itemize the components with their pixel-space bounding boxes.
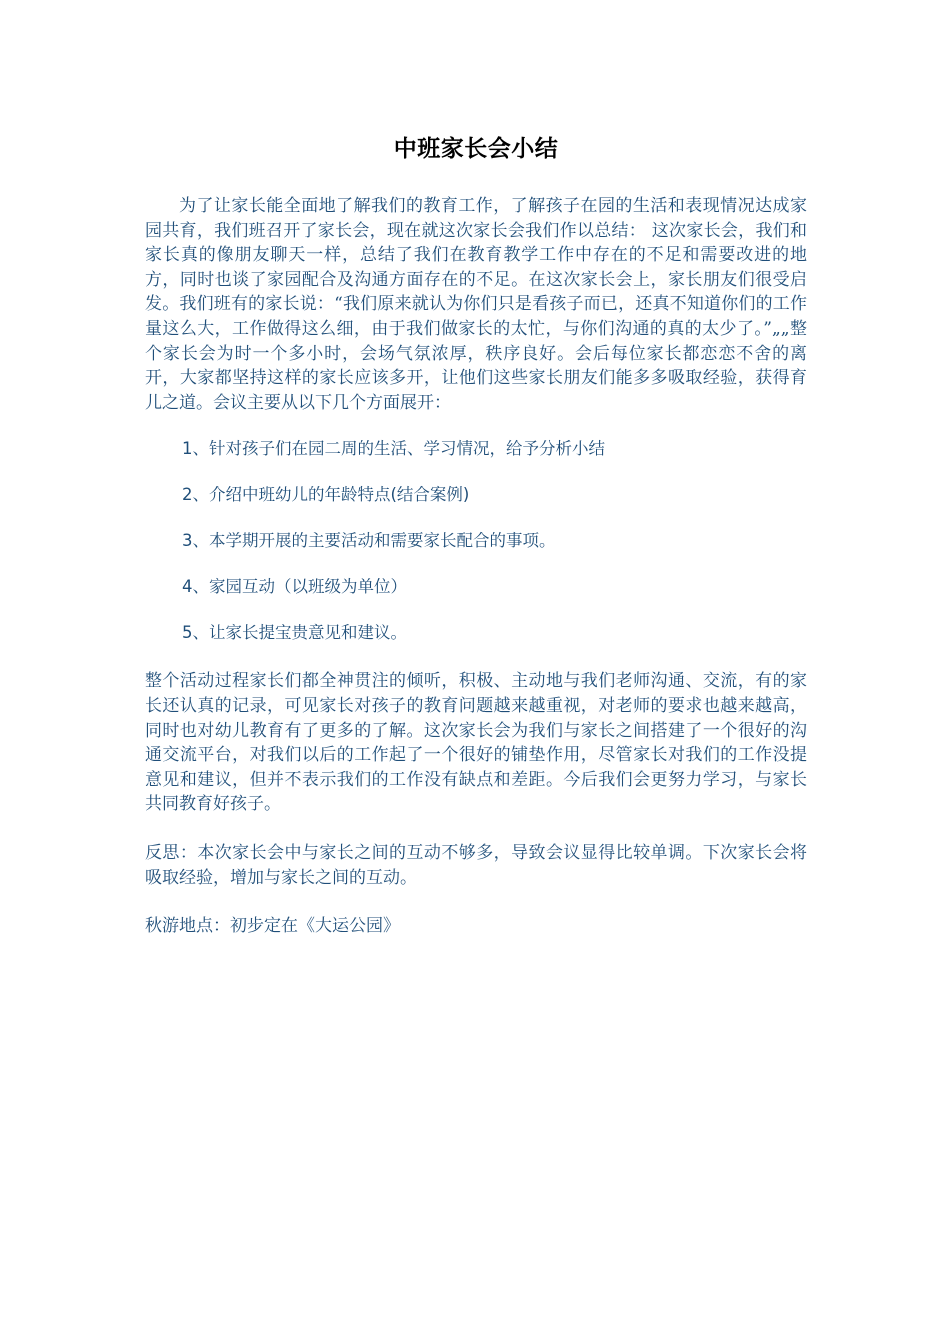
document-title: 中班家长会小结 <box>393 136 559 162</box>
agenda-item-5: 5、让家长提宝贵意见和建议。 <box>182 623 407 643</box>
agenda-item-4: 4、家园互动（以班级为单位） <box>182 577 407 597</box>
intro-paragraph: 为了让家长能全面地了解我们的教育工作，了解孩子在园的生活和表现情况达成家园共育，我们班召开了家长会，现在就这次家长会我们作以总结： 这次家长会，我们和家长真的像朋友聊天一样，总结了我们在教育教学工作中存在的不足和需要改进的地方，同时也谈了家园配合及沟通方面存在的不足。在这次家长会上，家长朋友们很受启发。我们班有的家长说：“我们原来就认为你们只是看孩子而已，还真不知道你们的工作量这么大，工作做得这么细，由于我们做家长的太忙，与你们沟通的真的太少了。”„„整个家长会为时一个多小时，会场气氛浓厚，秩序良好。会后每位家长都恋恋不舍的离开，大家都坚持这样的家长应该多开，让他们这些家长朋友们能多多吸取经验，获得育儿之道。会议主要从以下几个方面展开： <box>145 196 807 413</box>
autumn-trip-paragraph: 秋游地点：初步定在《大运公园》 <box>145 916 400 937</box>
agenda-item-1: 1、针对孩子们在园二周的生活、学习情况，给予分析小结 <box>182 439 605 459</box>
document-content <box>145 130 807 939</box>
reflection-paragraph: 反思：本次家长会中与家长之间的互动不够多，导致会议显得比较单调。下次家长会将吸取经验，增加与家长之间的互动。 <box>145 842 807 888</box>
agenda-item-2: 2、介绍中班幼儿的年龄特点(结合案例) <box>182 485 470 505</box>
agenda-item-3: 3、本学期开展的主要活动和需要家长配合的事项。 <box>182 531 556 551</box>
summary-paragraph: 整个活动过程家长们都全神贯注的倾听，积极、主动地与我们老师沟通、交流，有的家长还认真的记录，可见家长对孩子的教育问题越来越重视，对老师的要求也越来越高，同时也对幼儿教育有了更多的了解。这次家长会为我们与家长之间搭建了一个很好的沟通交流平台，对我们以后的工作起了一个很好的铺垫作用，尽管家长对我们的工作没提意见和建议，但并不表示我们的工作没有缺点和差距。今后我们会更努力学习，与家长共同教育好孩子。 <box>145 671 807 815</box>
agenda-list <box>145 437 807 645</box>
